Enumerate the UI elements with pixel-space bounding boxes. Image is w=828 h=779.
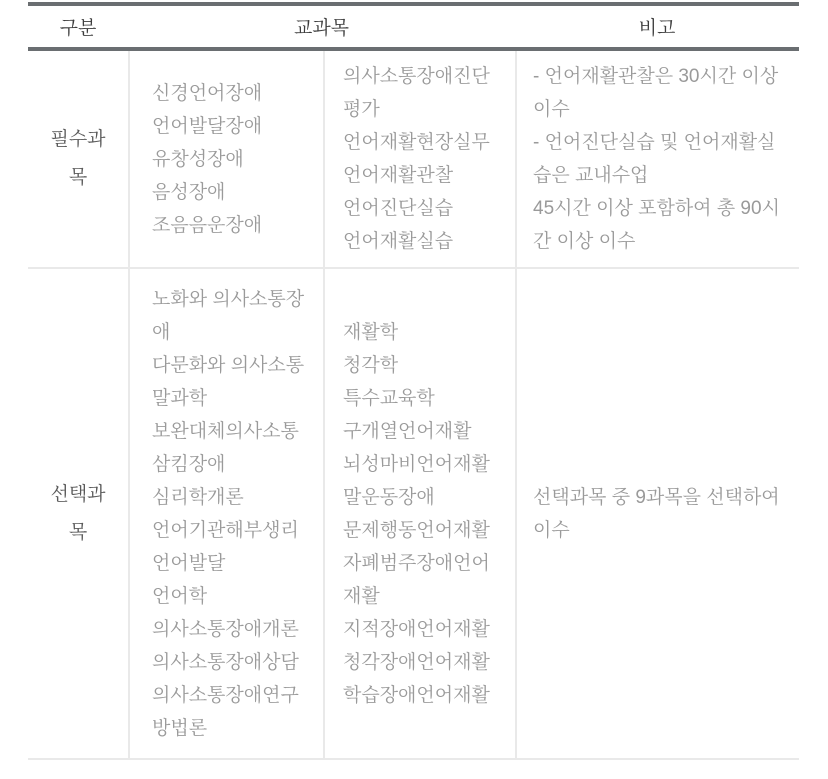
category-cell: 선택과목 — [50, 483, 106, 543]
list-item: 학습장애언어재활 — [343, 684, 490, 706]
list-item: 다문화와 의사소통 — [152, 354, 305, 376]
list-item: 언어기관해부생리 — [152, 519, 299, 541]
list-item: 특수교육학 — [343, 387, 435, 409]
list-item: 의사소통장애개론 — [152, 618, 299, 640]
header-note: 비고 — [638, 18, 676, 39]
list-item: 신경언어장애 — [152, 82, 263, 104]
list-item: 노화와 의사소통장애 — [152, 288, 305, 343]
header-subjects: 교과목 — [293, 18, 350, 39]
table-header-row — [28, 6, 799, 51]
list-item: 지적장애언어재활 — [343, 618, 490, 640]
note-cell — [515, 269, 799, 758]
list-item: 언어발달장애 — [152, 115, 263, 137]
list-item: 음성장애 — [152, 181, 226, 203]
list-item: 삼킴장애 — [152, 453, 226, 475]
list-item: 말운동장애 — [343, 486, 435, 508]
list-item: - 언어진단실습 및 언어재활실습은 교내수업 — [533, 132, 776, 186]
list-item: 유창성장애 — [152, 148, 244, 170]
elective-courses-row — [28, 269, 799, 760]
list-item: 언어재활실습 — [343, 231, 454, 252]
list-item: 선택과목 중 9과목을 선택하여 이수 — [533, 486, 780, 541]
list-item: 언어재활현장실무 — [343, 132, 490, 153]
list-item: 언어학 — [152, 585, 208, 607]
list-item: 문제행동언어재활 — [343, 519, 490, 541]
subjects-column-2 — [323, 269, 515, 758]
category-cell: 필수과목 — [50, 129, 106, 188]
list-item: 의사소통장애연구방법론 — [152, 684, 299, 739]
list-item: 조음음운장애 — [152, 214, 263, 236]
list-item: 구개열언어재활 — [343, 420, 472, 442]
list-item: 의사소통장애진단평가 — [343, 66, 490, 120]
list-item: 의사소통장애상담 — [152, 651, 299, 673]
header-category: 구분 — [59, 18, 97, 39]
required-courses-row — [28, 51, 799, 269]
list-item: 언어진단실습 — [343, 198, 454, 219]
list-item: 보완대체의사소통 — [152, 420, 299, 442]
list-item: 청각학 — [343, 354, 399, 376]
list-item: 언어발달 — [152, 552, 226, 574]
subjects-column-1 — [128, 51, 323, 267]
subjects-column-1 — [128, 269, 323, 758]
list-item: 말과학 — [152, 387, 208, 409]
list-item: 뇌성마비언어재활 — [343, 453, 490, 475]
list-item: 언어재활관찰 — [343, 165, 454, 186]
list-item: 재활학 — [343, 321, 399, 343]
list-item: 심리학개론 — [152, 486, 244, 508]
note-cell — [515, 51, 799, 267]
list-item: 청각장애언어재활 — [343, 651, 490, 673]
curriculum-table — [28, 2, 799, 760]
subjects-column-2 — [323, 51, 515, 267]
list-item: 45시간 이상 포함하여 총 90시간 이상 이수 — [533, 198, 780, 252]
list-item: - 언어재활관찰은 30시간 이상 이수 — [533, 66, 779, 120]
list-item: 자폐범주장애언어재활 — [343, 552, 490, 607]
